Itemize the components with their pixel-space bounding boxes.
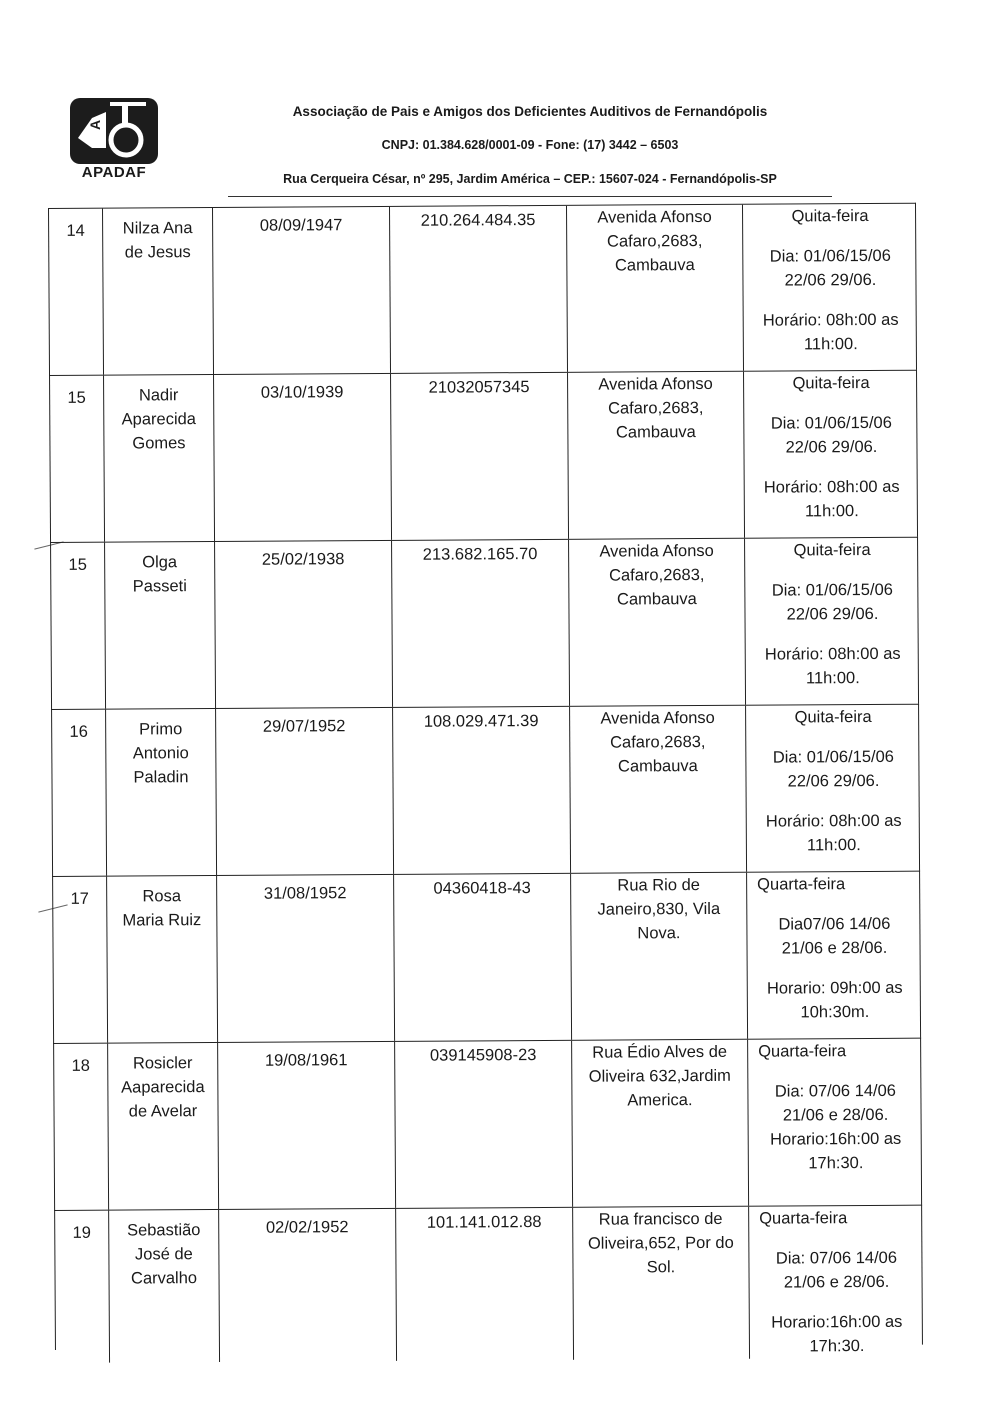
schedule-dates: Dia: 01/06/15/06 22/06 29/06.: [771, 580, 893, 624]
person-name: Olga Passeti: [105, 542, 216, 709]
schedule-day: Quarta-feira: [759, 1209, 848, 1228]
logo-wordmark: APADAF: [81, 164, 147, 181]
schedule-hours: Horario: 09h:00 as 10h:30m.: [766, 978, 903, 1022]
schedule-hours: Horario:16h:00 as 17h:30.: [770, 1129, 902, 1173]
address: Rua Rio de Janeiro,830, Vila Nova.: [571, 873, 748, 1040]
schedule-dates: Dia: 01/06/15/06 22/06 29/06.: [770, 413, 892, 457]
birth-date: 29/07/1952: [216, 708, 394, 875]
birth-date: 03/10/1939: [214, 374, 392, 541]
schedule: [744, 371, 919, 538]
person-name: Rosicler Aaparecida de Avelar: [108, 1043, 219, 1210]
schedule-dates: Dia: 01/06/15/06 22/06 29/06.: [769, 246, 891, 290]
table-row: [52, 871, 921, 1043]
row-number: 18: [54, 1044, 109, 1210]
address: Rua francisco de Oliveira,652, Por do Sol.: [573, 1207, 750, 1360]
birth-date: 19/08/1961: [218, 1042, 396, 1209]
address: Avenida Afonso Cafaro,2683, Cambauva: [569, 539, 746, 706]
table-row: [50, 537, 919, 709]
row-number: 16: [52, 710, 107, 876]
schedule-hours: Horário: 08h:00 as 11h:00.: [762, 310, 899, 354]
schedule: [743, 204, 918, 371]
organization-title: Associação de Pais e Amigos dos Deficientes Auditivos de Fernandópolis: [292, 104, 768, 119]
schedule: [746, 705, 921, 872]
birth-date: 02/02/1952: [219, 1209, 397, 1362]
row-number: 15: [51, 543, 106, 709]
address: Rua Édio Alves de Oliveira 632,Jardim America.: [572, 1040, 749, 1207]
schedule-dates: Dia07/06 14/06 21/06 e 28/06.: [778, 914, 891, 958]
schedule-day: Quita-feira: [792, 373, 870, 393]
document-number: 210.264.484.35: [390, 206, 568, 373]
schedule: [749, 1206, 924, 1359]
person-name: Primo Antonio Paladin: [106, 709, 217, 876]
table-row: [51, 704, 920, 876]
schedule-hours: Horário: 08h:00 as 11h:00.: [763, 477, 900, 521]
header-divider: [228, 196, 832, 197]
schedule-dates: Dia: 07/06 14/06 21/06 e 28/06.: [775, 1248, 898, 1292]
row-number: 17: [53, 877, 108, 1043]
birth-date: 31/08/1952: [217, 875, 395, 1042]
schedule: [748, 1039, 923, 1206]
address: Avenida Afonso Cafaro,2683, Cambauva: [567, 205, 744, 372]
schedule-day: Quita-feira: [793, 540, 871, 560]
logo-emblem: [70, 98, 158, 164]
birth-date: 08/09/1947: [213, 207, 391, 374]
schedule: [745, 538, 920, 705]
schedule-hours: Horário: 08h:00 as 11h:00.: [765, 811, 902, 855]
table-row: [53, 1038, 922, 1210]
schedule-day: Quarta-feira: [757, 875, 846, 894]
person-name: Nadir Aparecida Gomes: [104, 375, 215, 542]
birth-date: 25/02/1938: [215, 541, 393, 708]
address: Avenida Afonso Cafaro,2683, Cambauva: [570, 706, 747, 873]
person-name: Rosa Maria Ruiz: [107, 876, 218, 1043]
document-number: 101.141.012.88: [396, 1208, 574, 1361]
schedule-day: Quita-feira: [791, 206, 869, 226]
document-number: 108.029.471.39: [393, 707, 571, 874]
row-number: 14: [49, 209, 104, 375]
schedule-hours: Horário: 08h:00 as 11h:00.: [764, 644, 901, 688]
schedule: [747, 872, 922, 1039]
person-name: Sebastião José de Carvalho: [109, 1210, 220, 1363]
document-number: 039145908-23: [395, 1041, 573, 1208]
beneficiary-table: [48, 203, 923, 1356]
address: Avenida Afonso Cafaro,2683, Cambauva: [568, 372, 745, 539]
svg-text:A: A: [87, 119, 103, 130]
document-number: 04360418-43: [394, 874, 572, 1041]
schedule-dates: Dia: 07/06 14/06 21/06 e 28/06.: [774, 1081, 897, 1125]
table-row: [49, 370, 918, 542]
apadaf-logo: [66, 98, 162, 184]
row-number: 19: [55, 1211, 110, 1363]
row-number: 15: [50, 376, 105, 542]
document-number: 213.682.165.70: [392, 540, 570, 707]
table-row: [48, 203, 917, 375]
schedule-hours: Horario:16h:00 as 17h:30.: [771, 1312, 903, 1356]
document-number: 21032057345: [391, 373, 569, 540]
person-name: Nilza Ana de Jesus: [103, 208, 214, 375]
schedule-day: Quita-feira: [794, 707, 872, 727]
schedule-dates: Dia: 01/06/15/06 22/06 29/06.: [772, 747, 894, 791]
schedule-day: Quarta-feira: [758, 1042, 847, 1061]
table-row: [54, 1205, 923, 1356]
organization-cnpj-phone: CNPJ: 01.384.628/0001-09 - Fone: (17) 3442 – 6503: [381, 138, 679, 152]
organization-address: Rua Cerqueira César, nº 295, Jardim América – CEP.: 15607-024 - Fernandópolis-SP: [283, 172, 777, 186]
